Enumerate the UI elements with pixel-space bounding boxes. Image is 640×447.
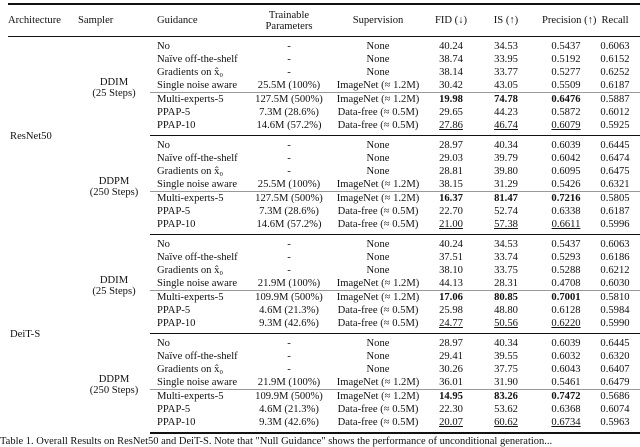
fid-cell: 28.81 — [439, 165, 463, 177]
recall-cell: 0.6063 — [600, 238, 630, 250]
recall-cell: 0.6063 — [600, 40, 630, 52]
precision-cell: 0.5437 — [551, 238, 581, 250]
guidance-cell: Single noise aware — [157, 178, 238, 190]
recall-cell: 0.5925 — [590, 119, 640, 136]
supervision-cell: None — [366, 337, 390, 349]
header-row — [8, 4, 640, 37]
sampler-steps: (25 Steps) — [92, 87, 136, 99]
trainable-parameters-cell: 109.9M (500%) — [255, 291, 323, 303]
is-cell: 33.74 — [494, 251, 518, 263]
fid-cell: 27.86 — [432, 119, 470, 136]
trainable-parameters-cell: - — [287, 53, 291, 65]
recall-cell: 0.6212 — [600, 264, 630, 276]
guidance-cell: PPAP-5 — [157, 106, 191, 118]
guidance-cell: Single noise aware — [157, 376, 238, 388]
fid-cell: 40.24 — [439, 40, 463, 52]
sampler-label — [78, 334, 150, 434]
trainable-parameters-cell: 9.3M (42.6%) — [254, 317, 324, 334]
recall-cell: 0.6187 — [600, 79, 630, 91]
sampler-label — [78, 37, 150, 136]
precision-cell: 0.5288 — [551, 264, 581, 276]
trainable-parameters-cell: 14.6M (57.2%) — [254, 119, 324, 136]
sampler-name: DDIM — [99, 274, 129, 286]
fid-cell: 14.95 — [432, 390, 470, 404]
precision-cell: 0.5293 — [551, 251, 581, 263]
fid-cell: 16.37 — [432, 192, 470, 206]
recall-cell: 0.6252 — [600, 66, 630, 78]
supervision-cell: None — [366, 152, 390, 164]
recall-cell: 0.6445 — [600, 139, 630, 151]
table-row — [8, 334, 640, 351]
fid-cell: 36.01 — [439, 376, 463, 388]
recall-cell: 0.6479 — [600, 376, 630, 388]
guidance-cell: Naïve off-the-shelf — [157, 53, 238, 65]
supervision-cell: None — [366, 66, 390, 78]
table-body — [8, 37, 640, 434]
guidance-cell: PPAP-10 — [150, 119, 254, 136]
supervision-cell: ImageNet (≈ 1.2M) — [324, 390, 432, 404]
trainable-parameters-cell: 127.5M (500%) — [255, 93, 323, 105]
guidance-cell: Naïve off-the-shelf — [157, 152, 238, 164]
fid-cell: 38.74 — [439, 53, 463, 65]
fid-cell: 25.98 — [439, 304, 463, 316]
recall-cell: 0.6321 — [600, 178, 630, 190]
trainable-parameters-cell: - — [287, 350, 291, 362]
supervision-cell: None — [366, 53, 390, 65]
supervision-cell: ImageNet (≈ 1.2M) — [336, 178, 420, 190]
trainable-parameters-cell: 21.9M (100%) — [257, 376, 321, 388]
is-cell: 52.74 — [494, 205, 518, 217]
table-caption: Table 1. Overall Results on ResNet50 and DeiT-S. Note that "Null Guidance" shows the performance of unconditional generation... — [0, 436, 553, 447]
recall-cell: 0.6475 — [600, 165, 630, 177]
fid-cell: 28.97 — [439, 337, 463, 349]
precision-cell: 0.6128 — [551, 304, 581, 316]
trainable-parameters-cell: - — [287, 238, 291, 250]
fid-cell: 21.00 — [432, 218, 470, 235]
is-cell: 39.80 — [494, 165, 518, 177]
trainable-parameters-cell: 7.3M (28.6%) — [259, 106, 319, 118]
guidance-cell: Naïve off-the-shelf — [157, 251, 238, 263]
header-is: IS (↑) — [470, 4, 542, 37]
supervision-cell: None — [366, 363, 390, 375]
guidance-cell: Naïve off-the-shelf — [157, 350, 238, 362]
sampler-label — [78, 136, 150, 235]
recall-cell: 0.5810 — [590, 291, 640, 305]
guidance-cell: Gradients on x̂₀ — [157, 165, 224, 177]
header-fid: FID (↓) — [432, 4, 470, 37]
guidance-cell: PPAP-10 — [150, 317, 254, 334]
guidance-cell: Single noise aware — [157, 79, 238, 91]
is-cell: 39.79 — [494, 152, 518, 164]
precision-cell: 0.7001 — [542, 291, 590, 305]
is-cell: 37.75 — [494, 363, 518, 375]
supervision-cell: Data-free (≈ 0.5M) — [324, 218, 432, 235]
precision-cell: 0.5872 — [551, 106, 581, 118]
guidance-cell: Gradients on x̂₀ — [157, 66, 224, 78]
recall-cell: 0.6407 — [600, 363, 630, 375]
is-cell: 48.80 — [494, 304, 518, 316]
supervision-cell: Data-free (≈ 0.5M) — [337, 106, 419, 118]
fid-cell: 28.97 — [439, 139, 463, 151]
recall-cell: 0.5887 — [590, 93, 640, 107]
supervision-cell: Data-free (≈ 0.5M) — [337, 205, 419, 217]
supervision-cell: None — [366, 40, 390, 52]
guidance-cell: Multi-experts-5 — [150, 390, 254, 404]
header-trainable-line1: Trainable — [268, 9, 310, 21]
header-architecture: Architecture — [8, 4, 78, 37]
header-trainable-line2: Parameters — [265, 20, 313, 32]
precision-cell: 0.5437 — [551, 40, 581, 52]
fid-cell: 38.10 — [439, 264, 463, 276]
sampler-steps: (25 Steps) — [92, 285, 136, 297]
precision-cell: 0.5277 — [551, 66, 581, 78]
recall-cell: 0.5686 — [590, 390, 640, 404]
recall-cell: 0.5963 — [590, 416, 640, 433]
header-sampler: Sampler — [78, 4, 150, 37]
trainable-parameters-cell: 9.3M (42.6%) — [254, 416, 324, 433]
supervision-cell: None — [366, 165, 390, 177]
fid-cell: 44.13 — [439, 277, 463, 289]
recall-cell: 0.5996 — [590, 218, 640, 235]
guidance-cell: No — [157, 40, 170, 52]
guidance-cell: PPAP-10 — [150, 416, 254, 433]
is-cell: 83.26 — [470, 390, 542, 404]
precision-cell: 0.6220 — [542, 317, 590, 334]
sampler-name: DDPM — [98, 373, 130, 385]
trainable-parameters-cell: 14.6M (57.2%) — [254, 218, 324, 235]
supervision-cell: None — [366, 350, 390, 362]
supervision-cell: Data-free (≈ 0.5M) — [337, 403, 419, 415]
recall-cell: 0.6074 — [600, 403, 630, 415]
recall-cell: 0.6030 — [600, 277, 630, 289]
precision-cell: 0.6338 — [551, 205, 581, 217]
trainable-parameters-cell: 127.5M (500%) — [255, 192, 323, 204]
trainable-parameters-cell: - — [287, 66, 291, 78]
precision-cell: 0.6079 — [542, 119, 590, 136]
trainable-parameters-cell: 4.6M (21.3%) — [259, 304, 319, 316]
fid-cell: 19.98 — [432, 93, 470, 107]
precision-cell: 0.5426 — [551, 178, 581, 190]
precision-cell: 0.7472 — [542, 390, 590, 404]
supervision-cell: Data-free (≈ 0.5M) — [324, 119, 432, 136]
trainable-parameters-cell: 7.3M (28.6%) — [259, 205, 319, 217]
fid-cell: 29.41 — [439, 350, 463, 362]
sampler-steps: (250 Steps) — [89, 384, 139, 396]
precision-cell: 0.5192 — [551, 53, 581, 65]
supervision-cell: ImageNet (≈ 1.2M) — [336, 277, 420, 289]
trainable-parameters-cell: 21.9M (100%) — [257, 277, 321, 289]
precision-cell: 0.6368 — [551, 403, 581, 415]
is-cell: 33.75 — [494, 264, 518, 276]
is-cell: 81.47 — [470, 192, 542, 206]
supervision-cell: ImageNet (≈ 1.2M) — [336, 79, 420, 91]
is-cell: 80.85 — [470, 291, 542, 305]
precision-cell: 0.6611 — [542, 218, 590, 235]
guidance-cell: No — [157, 337, 170, 349]
fid-cell: 29.03 — [439, 152, 463, 164]
supervision-cell: ImageNet (≈ 1.2M) — [324, 93, 432, 107]
guidance-cell: No — [157, 139, 170, 151]
precision-cell: 0.7216 — [542, 192, 590, 206]
recall-cell: 0.6012 — [600, 106, 630, 118]
is-cell: 31.90 — [494, 376, 518, 388]
precision-cell: 0.4708 — [551, 277, 581, 289]
fid-cell: 30.26 — [439, 363, 463, 375]
trainable-parameters-cell: - — [287, 337, 291, 349]
fid-cell: 29.65 — [439, 106, 463, 118]
supervision-cell: ImageNet (≈ 1.2M) — [324, 192, 432, 206]
is-cell: 74.78 — [470, 93, 542, 107]
recall-cell: 0.6474 — [600, 152, 630, 164]
fid-cell: 17.06 — [432, 291, 470, 305]
trainable-parameters-cell: 109.9M (500%) — [255, 390, 323, 402]
precision-cell: 0.5461 — [551, 376, 581, 388]
supervision-cell: Data-free (≈ 0.5M) — [337, 304, 419, 316]
fid-cell: 40.24 — [439, 238, 463, 250]
is-cell: 33.77 — [494, 66, 518, 78]
fid-cell: 22.30 — [439, 403, 463, 415]
precision-cell: 0.6043 — [551, 363, 581, 375]
supervision-cell: ImageNet (≈ 1.2M) — [324, 291, 432, 305]
trainable-parameters-cell: - — [287, 264, 291, 276]
supervision-cell: Data-free (≈ 0.5M) — [324, 317, 432, 334]
fid-cell: 24.77 — [432, 317, 470, 334]
recall-cell: 0.5984 — [600, 304, 630, 316]
architecture-label: DeiT-S — [10, 329, 41, 341]
architecture-label: ResNet50 — [10, 131, 52, 143]
is-cell: 50.56 — [470, 317, 542, 334]
fid-cell: 30.42 — [439, 79, 463, 91]
recall-cell: 0.6445 — [600, 337, 630, 349]
precision-cell: 0.6476 — [542, 93, 590, 107]
sampler-name: DDIM — [99, 76, 129, 88]
precision-cell: 0.6095 — [551, 165, 581, 177]
precision-cell: 0.6032 — [551, 350, 581, 362]
header-trainable-parameters — [254, 4, 324, 37]
is-cell: 39.55 — [494, 350, 518, 362]
trainable-parameters-cell: - — [287, 251, 291, 263]
precision-cell: 0.5509 — [551, 79, 581, 91]
fid-cell: 22.70 — [439, 205, 463, 217]
sampler-label — [78, 235, 150, 334]
header-precision: Precision (↑) — [542, 4, 590, 37]
is-cell: 46.74 — [470, 119, 542, 136]
guidance-cell: No — [157, 238, 170, 250]
supervision-cell: Data-free (≈ 0.5M) — [324, 416, 432, 433]
is-cell: 40.34 — [494, 139, 518, 151]
table-row — [8, 37, 640, 54]
is-cell: 43.05 — [494, 79, 518, 91]
guidance-cell: PPAP-10 — [150, 218, 254, 235]
guidance-cell: PPAP-5 — [157, 205, 191, 217]
trainable-parameters-cell: 25.5M (100%) — [257, 178, 321, 190]
recall-cell: 0.5990 — [590, 317, 640, 334]
supervision-cell: ImageNet (≈ 1.2M) — [336, 376, 420, 388]
is-cell: 34.53 — [494, 40, 518, 52]
is-cell: 44.23 — [494, 106, 518, 118]
fid-cell: 38.14 — [439, 66, 463, 78]
guidance-cell: Single noise aware — [157, 277, 238, 289]
guidance-cell: Multi-experts-5 — [150, 192, 254, 206]
guidance-cell: PPAP-5 — [157, 403, 191, 415]
is-cell: 28.31 — [494, 277, 518, 289]
supervision-cell: None — [366, 264, 390, 276]
supervision-cell: None — [366, 238, 390, 250]
fid-cell: 38.15 — [439, 178, 463, 190]
header-guidance: Guidance — [150, 4, 254, 37]
is-cell: 31.29 — [494, 178, 518, 190]
recall-cell: 0.6320 — [600, 350, 630, 362]
supervision-cell: None — [366, 251, 390, 263]
guidance-cell: PPAP-5 — [157, 304, 191, 316]
trainable-parameters-cell: - — [287, 40, 291, 52]
recall-cell: 0.6186 — [600, 251, 630, 263]
trainable-parameters-cell: - — [287, 152, 291, 164]
table-row — [8, 235, 640, 252]
sampler-name: DDPM — [98, 175, 130, 187]
guidance-cell: Gradients on x̂₀ — [157, 363, 224, 375]
is-cell: 60.62 — [470, 416, 542, 433]
recall-cell: 0.5805 — [590, 192, 640, 206]
guidance-cell: Multi-experts-5 — [150, 291, 254, 305]
header-supervision: Supervision — [324, 4, 432, 37]
is-cell: 33.95 — [494, 53, 518, 65]
guidance-cell: Gradients on x̂₀ — [157, 264, 224, 276]
precision-cell: 0.6734 — [542, 416, 590, 433]
recall-cell: 0.6187 — [600, 205, 630, 217]
trainable-parameters-cell: - — [287, 363, 291, 375]
is-cell: 40.34 — [494, 337, 518, 349]
header-recall: Recall — [590, 4, 640, 37]
table-row — [8, 136, 640, 153]
recall-cell: 0.6152 — [600, 53, 630, 65]
precision-cell: 0.6042 — [551, 152, 581, 164]
results-table — [8, 3, 640, 434]
trainable-parameters-cell: - — [287, 139, 291, 151]
is-cell: 34.53 — [494, 238, 518, 250]
precision-cell: 0.6039 — [551, 139, 581, 151]
fid-cell: 20.07 — [432, 416, 470, 433]
is-cell: 57.38 — [470, 218, 542, 235]
supervision-cell: None — [366, 139, 390, 151]
trainable-parameters-cell: 4.6M (21.3%) — [259, 403, 319, 415]
is-cell: 53.62 — [494, 403, 518, 415]
trainable-parameters-cell: 25.5M (100%) — [257, 79, 321, 91]
fid-cell: 37.51 — [439, 251, 463, 263]
sampler-steps: (250 Steps) — [89, 186, 139, 198]
guidance-cell: Multi-experts-5 — [150, 93, 254, 107]
trainable-parameters-cell: - — [287, 165, 291, 177]
precision-cell: 0.6039 — [551, 337, 581, 349]
